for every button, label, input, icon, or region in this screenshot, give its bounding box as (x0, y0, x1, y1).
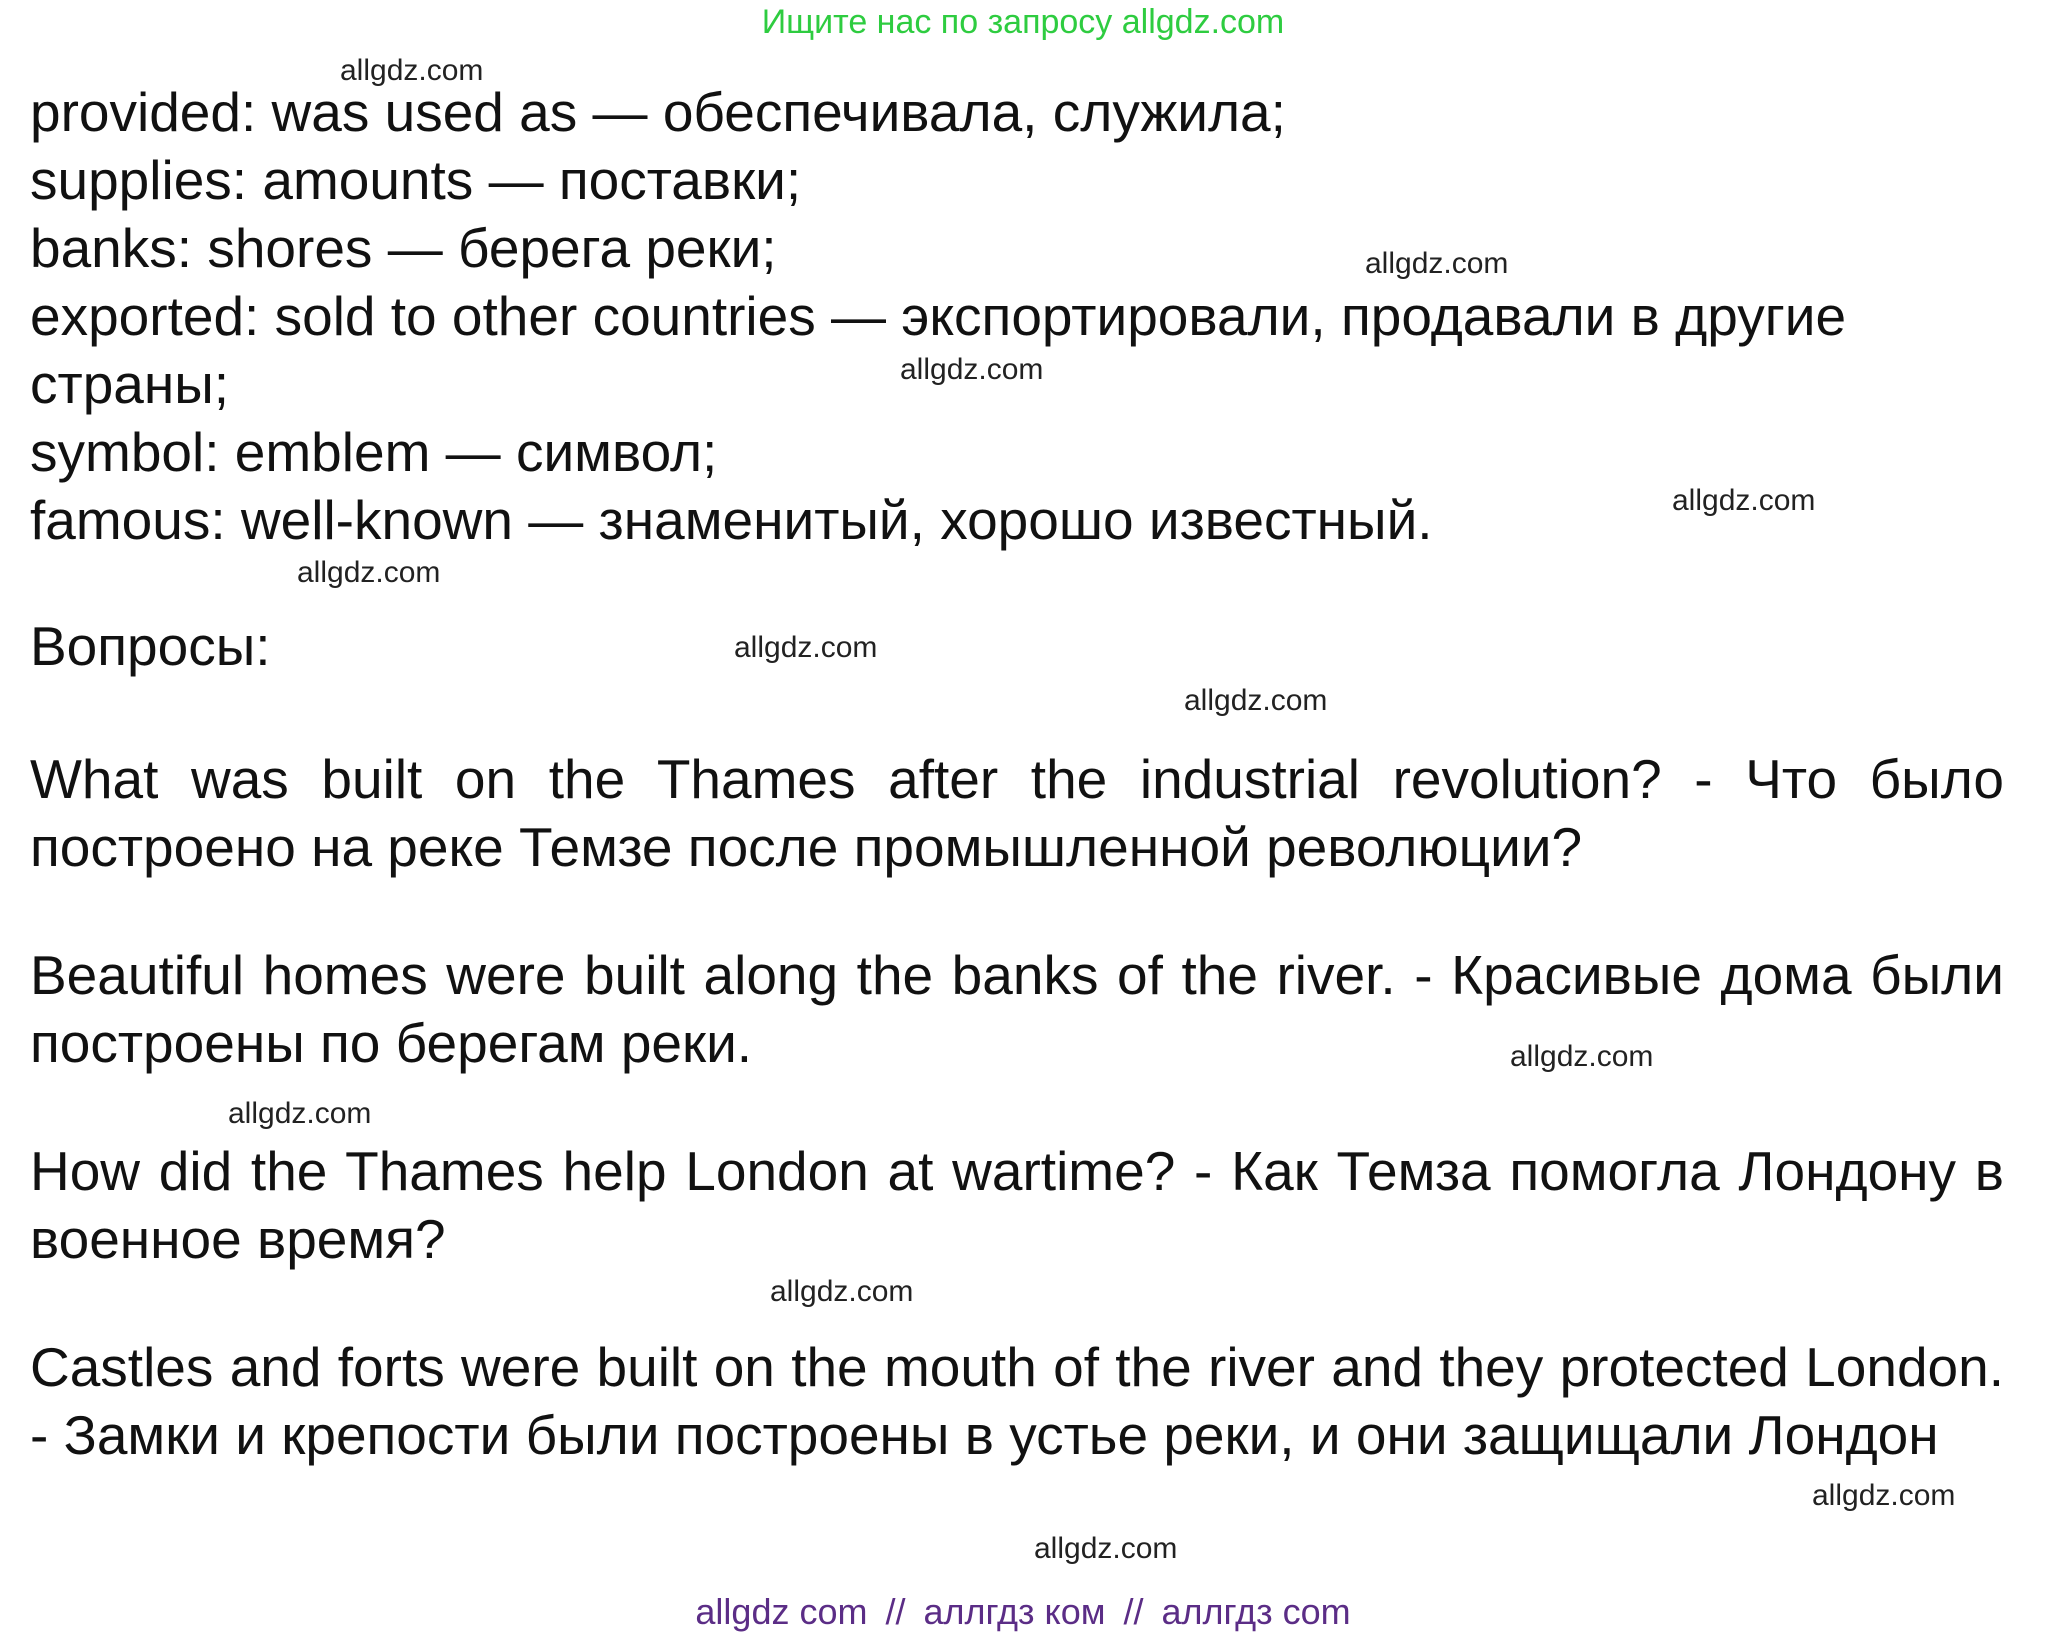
footer-separator: // (1123, 1591, 1144, 1632)
vocab-line-exported-continuation: страны; (30, 353, 230, 415)
watermark: allgdz.com (228, 1097, 372, 1130)
vocab-line-banks: banks: shores — берега реки; (30, 217, 777, 279)
footer-link-allgdz[interactable]: allgdz com (695, 1591, 868, 1632)
watermark: allgdz.com (297, 556, 441, 589)
watermark: allgdz.com (1510, 1040, 1654, 1073)
watermark: allgdz.com (1034, 1532, 1178, 1565)
vocab-line-supplies: supplies: amounts — поставки; (30, 149, 802, 211)
footer-separator: // (885, 1591, 906, 1632)
qa-answer-2: Castles and forts were built on the mouth of the river and they protected London. - Замки и крепости были построены в устье реки, и они защищали Лондон (30, 1336, 2004, 1466)
watermark: allgdz.com (734, 631, 878, 664)
watermark: allgdz.com (1184, 684, 1328, 717)
footer-link-allgdz-mixed[interactable]: аллгдз com (1161, 1591, 1351, 1632)
watermark: allgdz.com (1672, 484, 1816, 517)
watermark: allgdz.com (900, 353, 1044, 386)
watermark: allgdz.com (1812, 1479, 1956, 1512)
footer-links (0, 1592, 2046, 1632)
watermark: allgdz.com (340, 54, 484, 87)
qa-question-2: How did the Thames help London at wartime? - Как Темза помогла Лондону в военное время? (30, 1140, 2004, 1270)
document-body (30, 78, 2004, 1469)
footer-link-allgdz-cyrillic[interactable]: аллгдз ком (923, 1591, 1106, 1632)
watermark: allgdz.com (1365, 247, 1509, 280)
vocab-line-provided: provided: was used as — обеспечивала, служила; (30, 81, 1286, 143)
qa-answer-1: Beautiful homes were built along the banks of the river. - Красивые дома были построены по берегам реки. (30, 944, 2004, 1074)
vocab-line-symbol: symbol: emblem — символ; (30, 421, 718, 483)
questions-heading: Вопросы: (30, 615, 271, 677)
watermark: allgdz.com (770, 1275, 914, 1308)
vocab-line-famous: famous: well-known — знаменитый, хорошо известный. (30, 489, 1433, 551)
search-banner: Ищите нас по запросу allgdz.com (761, 3, 1285, 41)
qa-question-1: What was built on the Thames after the industrial revolution? - Что было построено на реке Темзе после промышленной революции? (30, 748, 2004, 878)
vocab-line-exported: exported: sold to other countries — экспортировали, продавали в другие (30, 285, 1847, 347)
